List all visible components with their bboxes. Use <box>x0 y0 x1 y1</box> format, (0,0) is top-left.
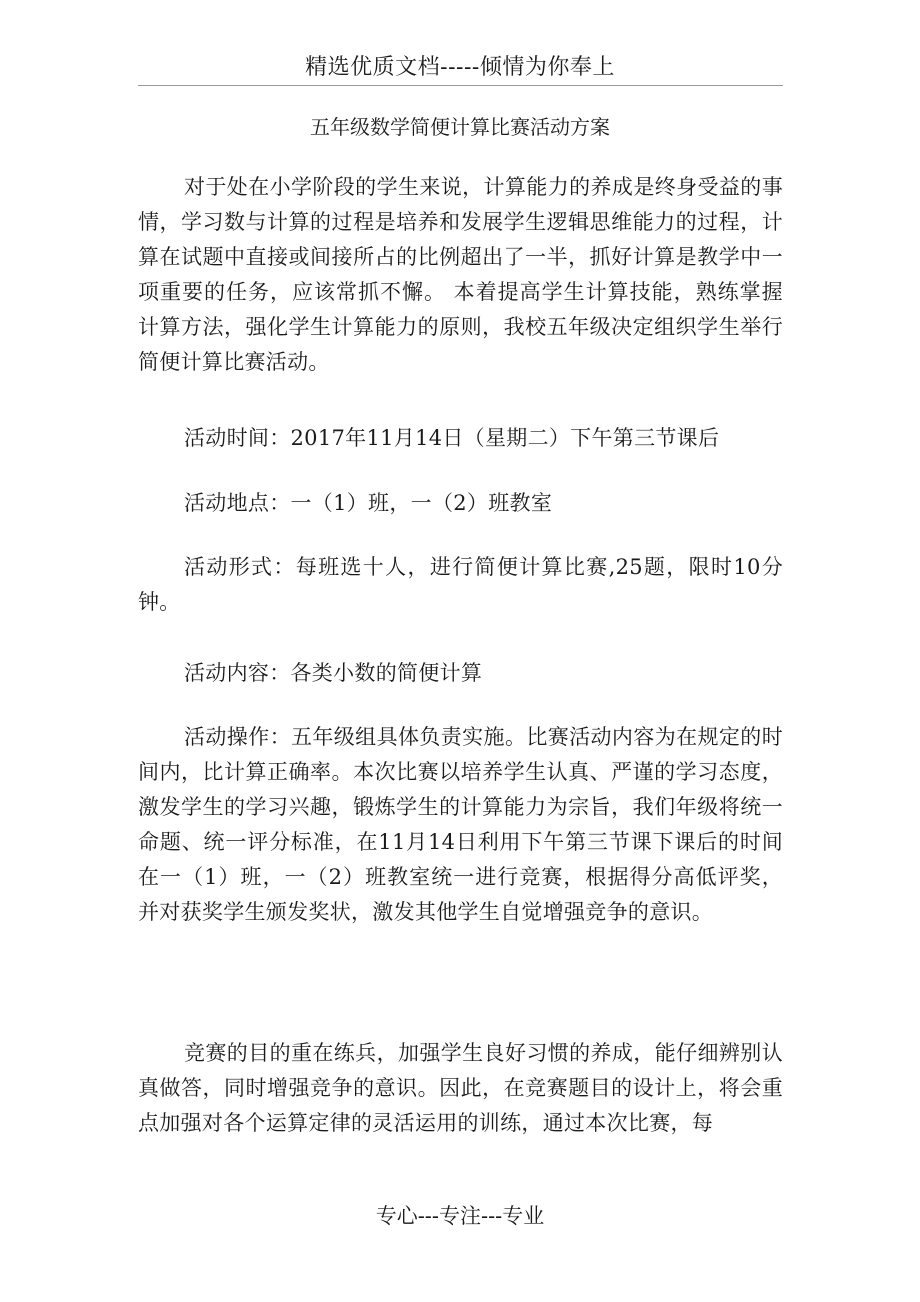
paragraph-activity-operation: 活动操作：五年级组具体负责实施。比赛活动内容为在规定的时间内，比计算正确率。本次比赛以培养学生认真、严谨的学习态度，激发学生的学习兴趣，锻炼学生的计算能力为宗旨，我们年级将统一命题、统一评分标准，在11月14日利用下午第三节课下课后的时间在一（1）班，一（2）班教室统一进行竞赛，根据得分高低评奖，并对获奖学生颁发奖状，激发其他学生自觉增强竞争的意识。 <box>138 725 783 924</box>
header-divider <box>138 85 783 86</box>
paragraph-activity-content: 活动内容：各类小数的简便计算 <box>184 661 483 685</box>
paragraph-activity-time: 活动时间：2017年11月14日（星期二）下午第三节课后 <box>184 426 720 450</box>
paragraph-activity-location: 活动地点：一（1）班，一（2）班教室 <box>184 491 553 515</box>
paragraph-competition-purpose: 竞赛的目的重在练兵，加强学生良好习惯的养成，能仔细辨别认真做答，同时增强竞争的意识。因此，在竞赛题目的设计上，将会重点加强对各个运算定律的灵活运用的训练，通过本次比赛，每 <box>138 1041 783 1135</box>
paragraph-activity-format: 活动形式：每班选十人，进行简便计算比赛,25题，限时10分钟。 <box>138 555 783 614</box>
page-footer: 专心---专注---专业 <box>375 1204 545 1228</box>
paragraph-intro: 对于处在小学阶段的学生来说，计算能力的养成是终身受益的事情，学习数与计算的过程是培养和发展学生逻辑思维能力的过程，计算在试题中直接或间接所占的比例超出了一半，抓好计算是教学中一项重要的任务，应该常抓不懈。 本着提高学生计算技能，熟练掌握计算方法，强化学生计算能力的原则，我校五年级决定组织学生举行简便计算比赛活动。 <box>138 175 783 374</box>
page-header: 精选优质文档-----倾情为你奉上 <box>305 55 615 80</box>
document-title: 五年级数学简便计算比赛活动方案 <box>310 115 610 139</box>
